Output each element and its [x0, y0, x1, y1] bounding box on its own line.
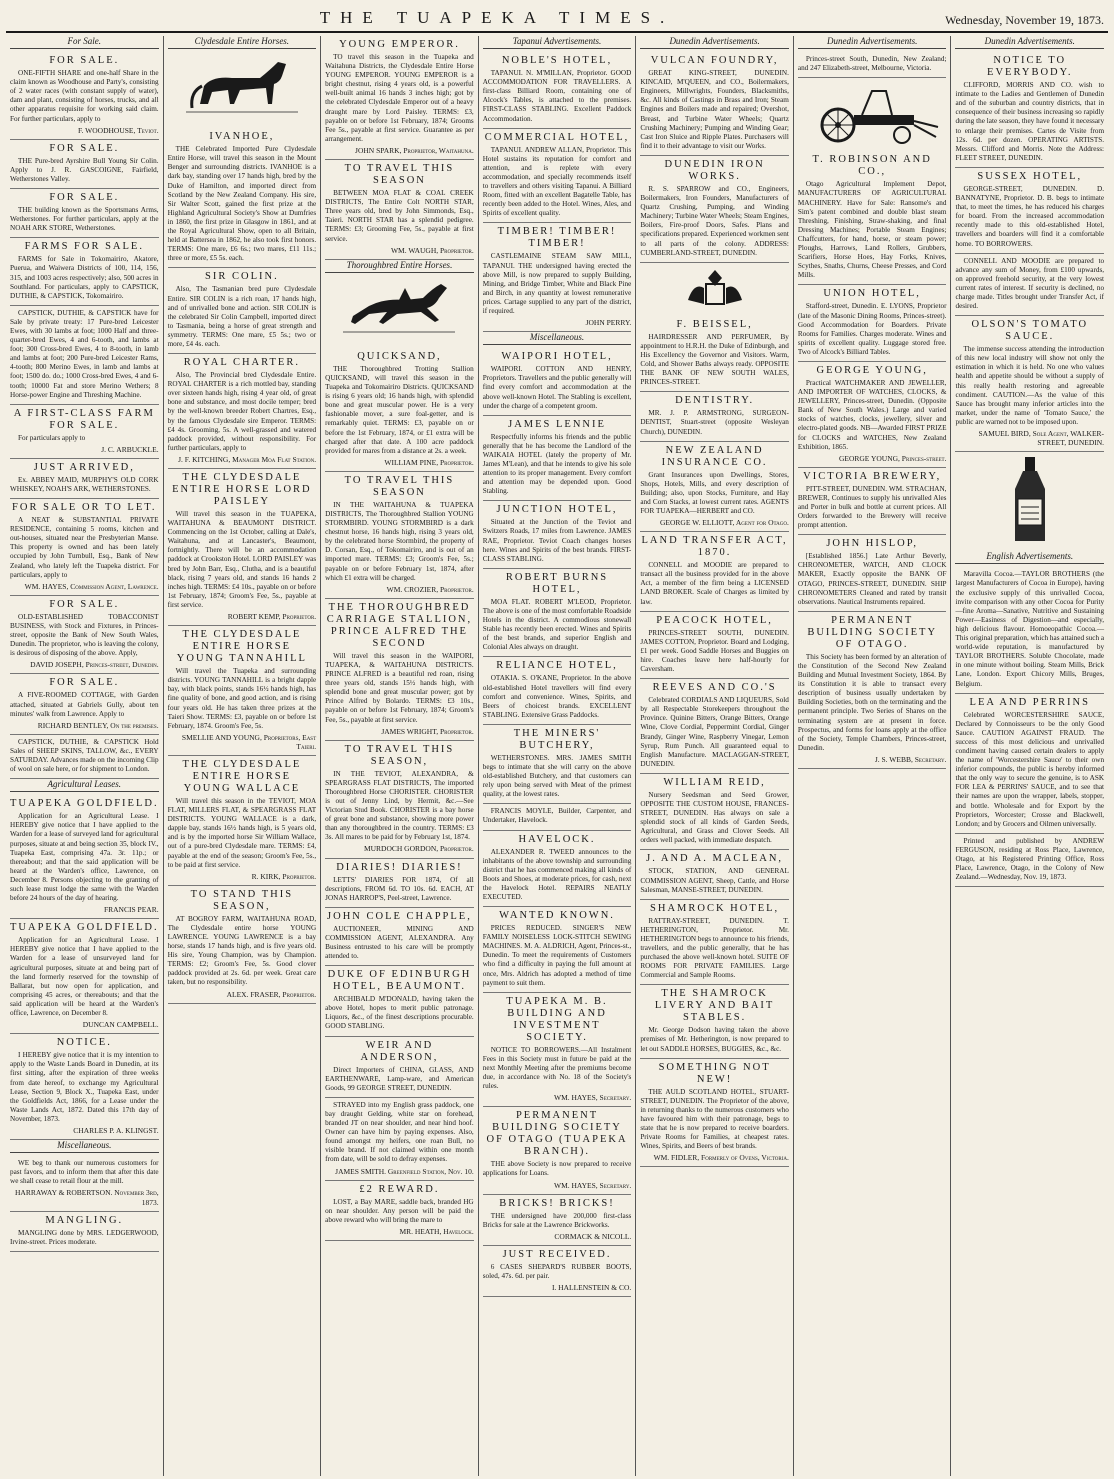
section-heading: English Advertisements.: [955, 551, 1104, 564]
ad-title: WANTED KNOWN.: [499, 910, 615, 922]
ad-body: OLD-ESTABLISHED TOBACCONIST BUSINESS, with Stock and Fixtures, in Princes-street, opposite the Bank of New South Wales, Dunedin. The proprietor, who is leaving the colony, is desirous of disposing of the above. Apply,: [10, 612, 159, 658]
ad-body: IN THE TEVIOT, ALEXANDRA, & SPEARGRASS FLAT DISTRICTS, The imported Thoroughbred Horse CHORISTER. CHORISTER is out of Jenny Lind, by Hermit, &c.—See Victorian Stud Book. CHORISTER is a bay horse of great bone and substance, showing more power than any thoroughbred in the country. TERMS: £3 3s. All mares to be paid for by February 1st, 1874.: [325, 769, 474, 842]
ad-title: LEA AND PERRINS: [969, 696, 1090, 708]
issue-date: Wednesday, November 19, 1873.: [945, 13, 1104, 27]
ad-title: UNION HOTEL,: [823, 288, 921, 300]
advertisement-tuapeka-goldfield: [10, 795, 159, 919]
advertisement-the-clydesdale-entire-horse-lord-paisley: [168, 469, 317, 626]
ad-body: CAPSTICK, DUTHIE, & CAPSTICK have for Sale by private treaty: 17 Pure-bred Leicester Ewes, with 30 lambs at foot; 1000 Half and three-quarter-bred Ewes, 4 and 6-tooth, and lambs at foot; 300 Cross-bred Ewes, 4 to 8-tooth, in lamb and lambs at foot; 200 Pure-bred Leicester Rams, 4-tooth; 800 Merino Ewes, in lamb and lambs at foot; 1500 do. do.; 1000 Cross-bred Ewes, 4 and 6-tooth; 10000 Fat and store Merino Wethers; 8 Horse-power Engine and Threshing Machine.: [10, 308, 159, 399]
advertisement-victoria-brewery: [798, 468, 947, 535]
ad-body: Respectfully informs his friends and the public generally that he has become the Landlord of the WAIKAIA HOTEL (lately the property of Mr. James M'Lean), and that he intends to give his sole attention to its proper management. Every comfort and attention may be depended upon. Good Stabling.: [482, 432, 632, 496]
ad-body: MANGLING done by MRS. LEDGERWOOD, Irvine-street. Prices moderate.: [10, 1228, 159, 1246]
advertisement-land-transfer-act-1870: [640, 532, 789, 611]
horse-engraving: [168, 52, 317, 125]
advertisement-mangling: [10, 1212, 159, 1252]
ad-body: THE above Society is now prepared to receive applications for Loans.: [482, 1160, 632, 1178]
ad-title: SHAMROCK HOTEL,: [650, 902, 780, 914]
ad-body: Will travel this season in the TEVIOT, MOA FLAT, MILLERS FLAT, & SPEARGRASS FLAT DISTRICTS. YOUNG WALLACE is a dark, dapple bay, stands 16½ hands high, is 5 years old, and is by the imported horse Sir William Wallace, out of a pure-bred Clydesdale mare. TERMS: £4, payable at the end of the season; Groom's Fee, 5s., to be paid at first service.: [167, 796, 317, 869]
ad-signature: MURDOCH GORDON, Proprietor.: [363, 844, 474, 854]
ad-body: Direct Importers of CHINA, GLASS, AND EARTHENWARE, Lamp-ware, and American Goods, 99 GEORGE STREET, DUNEDIN.: [325, 1065, 474, 1092]
ad-signature: I. HALLENSTEIN & CO.: [551, 1283, 632, 1293]
advertisement-reeves-and-co-s: [640, 679, 789, 774]
ad-title: QUICKSAND,: [357, 350, 442, 362]
advertisement-havelock: [483, 831, 632, 908]
ad-signature: F. WOODHOUSE, Teviot.: [77, 125, 159, 135]
newspaper-title: THE TUAPEKA TIMES.: [319, 8, 675, 27]
ad-title: THE SHAMROCK LIVERY AND BAIT STABLES.: [654, 988, 775, 1024]
advertisement-timber-timber-timber: [483, 223, 632, 332]
ad-title: PERMANENT BUILDING SOCIETY OF OTAGO.: [807, 614, 938, 650]
ad-title: ROBERT BURNS HOTEL,: [505, 571, 609, 595]
ad-title: PEACOCK HOTEL,: [656, 614, 773, 626]
ad-title: T. ROBINSON AND CO.,: [812, 154, 932, 178]
section-heading: Agricultural Leases.: [10, 779, 159, 792]
ad-body: THE Celebrated Imported Pure Clydesdale Entire Horse, will travel this season in the Mount Benger and surrounding districts. IVANHOE is a dark bay, standing over 17 hands high, bred by the Duke of Hamilton, and imported direct from Scotland by the New Zealand Company. His sire, Sir Walter Scott, gained the first prize at the Highland Agricultural Society's Show at Dumfries in 1860, the first prize in Glasgow in 1861, and at the Royal Agricultural Show, open to all Britain, held at Battersea in 1862, he also took first honors. TERMS: One mare, £6 6s.; two mares, £11 11s.; three or more, £5 5s. each.: [167, 145, 317, 263]
advertisement-shamrock-hotel: [640, 900, 789, 986]
ad-title: FOR SALE.: [49, 677, 120, 689]
section-heading: Clydesdale Entire Horses.: [168, 36, 317, 49]
section-heading: Dunedin Advertisements.: [955, 36, 1104, 49]
ad-body: For particulars apply to: [18, 433, 86, 442]
ad-body: FARMS for Sale in Tokomairiro, Akatore, Puerua, and Waiwera Districts of 100, 114, 156, 315, and 1003 acres respectively; also, 500 acres in Southland. For particulars, apply to CAPSTICK, DUTHIE, & CAPSTICK, Tokomairiro.: [10, 255, 159, 300]
ad-signature: SMELLIE AND YOUNG, Proprietors, East Taieri.: [181, 732, 317, 751]
ad-signature: JAMES WRIGHT, Proprietor.: [381, 726, 474, 736]
ad-body: Princes-street South, Dunedin, New Zealand; and 247 Elizabeth-street, Melbourne, Victoria.: [797, 55, 947, 73]
reaper-engraving: [798, 81, 947, 148]
ad-body: BETWEEN MOA FLAT & COAL CREEK DISTRICTS, The Entire Colt NORTH STAR, Three years old, bred by John Simmonds, Esq., Taieri. NORTH STAR has a splendid pedigree. TERMS: £3; Grooming Fee, 5s., payable at first service.: [325, 189, 474, 243]
ad-signature: WM. WAUGH, Proprietor.: [390, 245, 474, 255]
advertisement-bricks-bricks: [483, 1195, 632, 1246]
ad-body: I HEREBY give notice that it is my intention to apply to the Waste Lands Board in Dunedin, at its first sitting, after the expiration of three weeks from date hereof, to exchange my Agricultural Lease, Section 9, Block X., Tuapeka East, under the Goldfields Act, 1866, for a Lease under the Waste Lands Act, 1872. Dated this 17th day of November, 1873.: [10, 1051, 159, 1123]
ad-signature: WM. CROZIER, Proprietor.: [386, 584, 474, 594]
ad-signature: J. C. ARBUCKLE.: [101, 444, 159, 454]
ad-body: NOTICE TO BORROWERS.—All Instalment Fees in this Society must in future be paid at the next Monthly Meeting after the premiums become due, in accordance with No. 18 of the Society's rules.: [482, 1045, 632, 1091]
ad-body: AT BOGROY FARM, WAITAHUNA ROAD, The Clydesdale entire horse YOUNG LAWRENCE. YOUNG LAWRENCE is a bay horse, stands 17 hands high, and is five years old. His sire, Young Champion, was by Champion. TERMS: £2; Groom's Fee, 5s. Good clover paddock provided at 2s. 6d. per week. Great care taken, but no responsibility.: [167, 914, 317, 987]
ad-body: Stafford-street, Dunedin. E. LYONS, Proprietor (late of the Masonic Dining Rooms, Princes-street). Good Accommodation for Boarders. Private Rooms for Families. Charges moderate. Wines and spirits of excellent quality. Luggage stored free. Two of Alcock's Billiard Tables.: [797, 302, 947, 356]
ad-title: HAVELOCK.: [518, 833, 596, 845]
advertisement-to-travel-this-season: [325, 472, 474, 599]
ad-title: A FIRST-CLASS FARM FOR SALE.: [13, 407, 155, 431]
advertisement-waipori-hotel: [483, 348, 632, 415]
ad-body: THE Thoroughbred Trotting Stallion QUICKSAND, will travel this season in the Tuapeka and Tokomairiro Districts. QUICKSAND is rising 6 years old; 16 hands high, with splendid bone and great muscular power. He is a very fashionable mover, a sure foal-getter, and is remarkably quiet. TERMS: £3, payable on or before the 1st February, 1874, or £1 extra will be charged after that date. A 100 acre paddock provided for mares from a distance at 2s. a week.: [325, 364, 474, 455]
ad-title: JAMES LENNIE: [508, 418, 606, 430]
advertisement-capstick-duthie-capstick-hold-sales-of-s: [10, 735, 159, 779]
ad-title: TO TRAVEL THIS SEASON: [344, 474, 455, 498]
advertisement-a-first-class-farm-for-sale: [10, 405, 159, 459]
ad-title: BRICKS! BRICKS!: [499, 1197, 615, 1209]
ad-body: Nursery Seedsman and Seed Grower, OPPOSITE THE CUSTOM HOUSE, FRANCES-STREET, DUNEDIN. Has always on sale a splendid stock of all kinds of Garden Seeds, Agricultural, and Grass and Clover Seeds. All orders well packed, with immediate despatch.: [640, 790, 789, 845]
advertisement-notice-to-everybody: [955, 52, 1104, 168]
ad-signature: ROBERT KEMP, Proprietor.: [227, 612, 317, 622]
ad-title: ROYAL CHARTER.: [183, 357, 300, 369]
ad-body: CASTLEMAINE STEAM SAW MILL, TAPANUI. THE undersigned having erected the above Mill, is now prepared to supply Building, Mining, and Bridge Timber, White and Black Pine and Birch, in any quantity at lowest remunerative prices. Cartage supplied to any part of the district, if required.: [482, 252, 632, 315]
ad-body: Also, The Tasmanian bred pure Clydesdale Entire. SIR COLIN is a rich roan, 17 hands high, and of unrivalled bone and action. SIR COLIN is the celebrated Sir Colin Campbell, imported direct to Tasmania, being a horse of great strength and symmetry. TERMS: One mare, £5 5s.; two or more, £4 4s. each.: [167, 285, 317, 348]
advertisement-quicksand: [325, 348, 474, 472]
ad-title: THE CLYDESDALE ENTIRE HORSE LORD PAISLEY: [172, 472, 312, 507]
ad-title: WEIR AND ANDERSON,: [360, 1039, 439, 1063]
ad-signature: ALEX. FRASER, Proprietor.: [226, 989, 317, 999]
ad-body: RATTRAY-STREET, DUNEDIN. T. HETHERINGTON, Proprietor. Mr. HETHERINGTON begs to announce to his friends, travellers, and the public generally, that he has purchased the above well-known hotel. SUITE OF ROOMS FOR PRIVATE FAMILIES. Large Commercial and Sample Rooms.: [640, 916, 789, 980]
ad-title: JUST ARRIVED,: [33, 461, 135, 473]
ad-body: Will travel this season in the TUAPEKA, WAITAHUNA & BEAUMONT DISTRICT. Commencing on the 1st October, calling at Dale's, Waitahuna, and at Lancaster's, Beaumont, fortnightly. There will be an accommodation paddock at Crookston Hotel. LORD PAISLEY was bred by John Barr, Esq., Clutha, and is a beautiful black, rising 7 years old, and stands 16 hands 2 inches high. TERMS: £4 10s., payable on or before 1st February, 1874; Groom's Fee, 5s., payable at first service.: [167, 510, 317, 609]
ad-signature: J. S. WEBB, Secretary.: [874, 754, 947, 764]
ad-title: OLSON'S TOMATO SAUCE.: [971, 319, 1089, 343]
ad-body: STOCK, STATION, AND GENERAL COMMISSION AGENT, Sheep, Cattle, and Horse Salesman, MANSE-STREET, DUNEDIN.: [640, 867, 789, 894]
ad-title: MANGLING.: [45, 1214, 124, 1226]
advertisement-permanent-building-society-of-otago-tuap: [483, 1107, 632, 1194]
ad-title: JUNCTION HOTEL,: [496, 504, 618, 516]
advertisement-2-reward: [325, 1181, 474, 1241]
advertisement-royal-charter: [168, 354, 317, 469]
ad-body: Celebrated CORDIALS AND LIQUEURS, Sold by all Respectable Storekeepers throughout the Province. Quinine Bitters, Orange Bitters, Orange Wine, Clove Cordial, Peppermint Cordial, Ginger Brandy, Ginger Wine, Raspberry Vinegar, Lemon Syrup, Rum Punch. All guaranteed equal to English Manufacture. MACLAGGAN-STREET, DUNEDIN.: [640, 696, 789, 768]
ad-body: LOST, a Bay MARE, saddle back, branded HG on near shoulder. Any person will be paid the above reward who will bring the mare to: [325, 1197, 474, 1224]
ad-signature: DUNCAN CAMPBELL.: [82, 1020, 159, 1030]
column-6: [794, 36, 952, 1476]
ad-body: THE Pure-bred Ayrshire Bull Young Sir Colin. Apply to J. R. GASCOIGNE, Fairfield, Wetherstones Valley.: [10, 156, 159, 183]
ad-signature: SAMUEL BIRD, Sole Agent, WALKER-STREET, DUNEDIN.: [978, 429, 1105, 448]
ad-body: OTAKIA. S. O'KANE, Proprietor. In the above old-established Hotel travellers will find every comfort and convenience. Wines, Spirits, and Beers of choicest brands. EXCELLENT STABLING. Extensive Grass Paddocks.: [482, 674, 632, 719]
advertisement-the-miners-butchery: [483, 725, 632, 804]
advertisement-capstick-duthie-capstick-have-for-sale-b: [10, 306, 159, 405]
advertisement-william-reid: [640, 774, 789, 851]
section-heading: Miscellaneous.: [483, 332, 632, 345]
ad-title: DUNEDIN IRON WORKS.: [664, 158, 765, 182]
advertisement-for-sale: [10, 596, 159, 675]
advertisement-we-beg-to-thank-our-numerous-customers-f: [10, 1156, 159, 1211]
ad-body: GEORGE-STREET, DUNEDIN. D. BANNATYNE, Proprietor. D. B. begs to intimate that, to meet the times, he has reduced his charges for board. From the increased accommodation recently made to this old-established Hotel, travellers and boarders will find it a comfortable home. TO BORROWERS.: [955, 184, 1105, 248]
ad-title: FARMS FOR SALE.: [24, 241, 144, 253]
ad-title: SOMETHING NOT NEW!: [658, 1061, 771, 1085]
ad-body: Otago Agricultural Implement Depot, MANUFACTURERS OF AGRICULTURAL MACHINERY. Have for Sale: Ransome's and Sim's patent combined and double blast steam Threshing, Finishing, Straw-shaking, and final Dressing Machines; Portable Steam Engines; Chaffcutters, for hand, horse, or steam power; Ploughs, Harrows, Land Rollers, Grubbers, Scarifiers, Horse Hoes, Hay Forks, Knives, Scythes, Snaths, Churns, Cheese Presses, and Cord Mills.: [797, 180, 947, 280]
ad-title: JOHN COLE CHAPPLE,: [327, 910, 472, 922]
ad-body: CONNELL AND MOODIE are prepared to advance any sum of Money, from £100 upwards, on approved freehold security, at the very lowest current rates of interest. If security is declined, no charge made. Titles brought under Transfer Act, if desired.: [955, 256, 1105, 311]
advertisement-the-clydesdale-entire-horse-young-wallac: [168, 756, 317, 886]
column-2: [164, 36, 322, 1476]
ad-signature: WM. FIDLER, Formerly of Ovens, Victoria.: [653, 1153, 789, 1163]
advertisement-tuapeka-m-b-building-and-investment-soci: [483, 993, 632, 1108]
section-heading: Thoroughbred Entire Horses.: [325, 260, 474, 273]
advertisement-j-and-a-maclean: [640, 850, 789, 899]
ad-signature: HARRAWAY & ROBERTSON. November 3rd, 1873.: [15, 1188, 159, 1207]
ad-title: THE THOROUGHBRED CARRIAGE STALLION, PRINCE ALFRED THE SECOND: [326, 601, 473, 649]
advertisement-dentistry: [640, 392, 789, 441]
ad-title: DIARIES! DIARIES!: [336, 861, 463, 873]
ad-title: JUST RECEIVED.: [502, 1248, 612, 1260]
ad-signature: GEORGE YOUNG, Princes-street.: [838, 453, 947, 463]
ad-signature: WM. HAYES, Secretary.: [553, 1180, 632, 1190]
advertisement-for-sale-or-to-let: [10, 499, 159, 596]
advertisement-junction-hotel: [483, 501, 632, 568]
advertisement-to-stand-this-season: [168, 886, 317, 1004]
advertisement-union-hotel: [798, 285, 947, 362]
advertisement-just-arrived: [10, 459, 159, 499]
ad-signature: CHARLES P. A. KLINGST.: [73, 1125, 159, 1135]
advertisement-lea-and-perrins: [955, 694, 1104, 834]
ad-title: THE CLYDESDALE ENTIRE HORSE YOUNG WALLACE: [182, 758, 302, 794]
section-heading: Tapanui Advertisements.: [483, 36, 632, 49]
ad-signature: DAVID JOSEPH, Princes-street, Dunedin.: [30, 660, 159, 670]
ad-body: CONNELL and MOODIE are prepared to transact all the business provided for in the above Act, a member of the firm being a LICENSED LAND BROKER. Scale of Charges as limited by law.: [640, 561, 789, 606]
ad-signature: JAMES SMITH. Greenfield Station, Nov. 10.: [335, 1166, 474, 1176]
advertisement-permanent-building-society-of-otago: [798, 612, 947, 769]
advertisement-something-not-new: [640, 1059, 789, 1168]
section-heading: Dunedin Advertisements.: [640, 36, 789, 49]
ad-title: THE MINERS' BUTCHERY,: [513, 727, 601, 751]
ad-body: The immense success attending the introduction of this new local industry will show not only the estimation in which it is held. No one who values health and appetite should be without a supply of this really health restoring and agreeable condiment. CAUTION.—As the value of this Sauce has brought many inferior articles into the market, under the name of 'Tomato Sauce,' the public are warned not to be imposed upon.: [955, 345, 1105, 426]
ad-body: FRANCIS MOYLE, Builder, Carpenter, and Undertaker, Havelock.: [482, 807, 632, 825]
section-heading: For Sale.: [10, 36, 159, 49]
advertisement-just-received: [483, 1246, 632, 1297]
ad-signature: J. F. KITCHING, Manager Moa Flat Station.: [178, 454, 317, 464]
ad-signature: WM. HAYES, Commission Agent, Lawrence.: [24, 581, 159, 591]
ad-body: AUCTIONEER, MINING AND COMMISSION AGENT, ALEXANDRA. Any Business entrusted to his care will be promptly attended to.: [325, 924, 474, 961]
advertisement-printed-and-published-by-andrew-ferguson: [955, 834, 1104, 887]
ad-body: HAIRDRESSER AND PERFUMER, By appointment to H.R.H. the Duke of Edinburgh, and His Excellency the Governor and Visitors. Warm, Cold, and Shower Baths always ready. OPPOSITE THE BANK OF NEW SOUTH WALES, PRINCES-STREET.: [640, 332, 789, 387]
ad-body: Celebrated WORCESTERSHIRE SAUCE, Declared by Connoisseurs to be the only Good Sauce. CAUTION AGAINST FRAUD. The success of this most delicious and unrivalled condiment having caused certain dealers to apply the name of 'Worcestershire Sauce' to their own inferior compounds, the public is hereby informed that the only way to secure the genuine, is to ASK FOR LEA & PERRINS' SAUCE, and to see that their names are upon the wrapper, labels, stopper, and bottle. Wholesale and for Export by the Proprietors, Worcester; Crosse and Blackwell, London; and by Grocers and Oilmen universally.: [955, 710, 1105, 828]
ad-signature: RICHARD BENTLEY, On the premises.: [37, 720, 159, 730]
advertisement-francis-moyle-builder-carpenter-and-unde: [483, 804, 632, 830]
section-heading: Miscellaneous.: [10, 1140, 159, 1153]
column-3: [321, 36, 479, 1476]
ad-title: SUSSEX HOTEL,: [977, 170, 1083, 182]
advertisement-james-lennie: [483, 416, 632, 502]
advertisement-notice: [10, 1034, 159, 1140]
sauce-bottle-engraving: [955, 455, 1104, 548]
advertisement-to-travel-this-season: [325, 741, 474, 859]
ad-title: PERMANENT BUILDING SOCIETY OF OTAGO (TUAPEKA BRANCH).: [486, 1110, 628, 1158]
advertisement-tuapeka-goldfield: [10, 919, 159, 1034]
ad-title: FOR SALE.: [49, 192, 120, 204]
racehorse-engraving: [325, 276, 474, 345]
advertisement-duke-of-edinburgh-hotel-beaumont: [325, 966, 474, 1036]
ad-title: VULCAN FOUNDRY,: [650, 55, 779, 67]
ad-title: DENTISTRY.: [675, 395, 755, 407]
ad-body: Will travel the Tuapeka and surrounding districts. YOUNG TANNAHILL is a bright dapple bay, with black points, stands 16½ hands high, has fine quality of bone, and good action, and is rising four years old. He has taken three prizes at the Taieri Show. TERMS: £3, payable on or before 1st February, 1874. Groom's Fee, 5s.: [167, 667, 317, 730]
ad-title: £2 REWARD.: [359, 1183, 440, 1195]
ad-body: CAPSTICK, DUTHIE, & CAPSTICK Hold Sales of SHEEP SKINS, TALLOW, &c., EVERY SATURDAY. Advances made on the incoming Clip of wool on sale here, or for shipment to London.: [10, 737, 159, 774]
ad-body: Application for an Agricultural Lease. I HEREBY give notice that I have applied to the Warden for a lease of surveyed land for agricultural purposes, situate at and being section 35, block IV., Tuapeka East, comprising 47a. 3r. 11p.; or thereabout; and that the said application will be heard at the Warden's office, Lawrence, on December 8. Persons objecting to the granting of such lease must lodge the same with the Warden before 24 hours of the day of hearing.: [10, 812, 159, 903]
advertisement-the-shamrock-livery-and-bait-stables: [640, 985, 789, 1058]
advertisement-f-beissel: [640, 316, 789, 393]
advertisement-dunedin-iron-works: [640, 156, 789, 263]
ad-body: Practical WATCHMAKER AND JEWELLER, AND IMPORTER OF WATCHES, CLOCKS, & JEWELLERY, Princes-street, Dunedin. (Opposite Bank of New South Wales.) Large and varied stocks of watches, clocks, jewellery, silver and electro-plated goods. NB—Awarded FIRST PRIZE for CLOCKS and WATCHES, New Zealand Exhibition, 1865.: [797, 378, 947, 451]
ad-body: THE AULD SCOTLAND HOTEL, STUART-STREET, DUNEDIN. The Proprietor of the above, in returning thanks to the numerous customers who have favoured him with their patronage, begs to state that he is now prepared to receive boarders. Private Rooms for Families, at cheapest rates. Wines, Spirits, and Beers of best brands.: [640, 1087, 789, 1151]
ad-signature: WILLIAM PINE, Proprietor.: [384, 457, 474, 467]
columns: [6, 36, 1108, 1476]
ad-title: TO STAND THIS SEASON,: [190, 888, 294, 912]
advertisement-peacock-hotel: [640, 612, 789, 679]
ad-title: NOTICE TO EVERYBODY.: [987, 55, 1073, 79]
advertisement-for-sale: [10, 674, 159, 734]
ad-title: FOR SALE.: [49, 598, 120, 610]
ad-body: CLIFFORD, MORRIS AND CO. wish to intimate to the Ladies and Gentlemen of Dunedin and of the suburban and country districts, that in consequence of their business increasing so rapidly during the late season, they have found it necessary to enlarge their premises. Cartes de Visite from 12s. 6d. per dozen. OPERATING ARTISTS. Messrs. Clifford and Morris. Note the Address: FLEET STREET, DUNEDIN.: [955, 81, 1105, 162]
ad-body: Ex. ABBEY MAID, MURPHY'S OLD CORK WHISKEY, NOAH'S ARK, WETHERSTONES.: [10, 475, 159, 493]
ad-body: STRAYED into my English grass paddock, one bay draught Gelding, white star on forehead, branded JT on near shoulder, and near hind hoof. Owner can have him by paying expenses. Also, found amongst my heifers, one roan Bull, no visible brand. If not claimed within one month from date, will be sold to defray expenses.: [325, 1100, 474, 1164]
advertisement-robert-burns-hotel: [483, 569, 632, 658]
ad-body: Maravilla Cocoa.—TAYLOR BROTHERS (the largest Manufacturers of Cocoa in Europe), having the exclusive supply of this unrivalled Cocoa, invite comparison with any other Cocoa for Purity—fine Aroma—Sanative, Nutritive and Sustaining Power—Easiness of Digestion—and especially, high delicious flavour. Homoeopathic Cocoa.—This original preparation, which has attained such a world-wide reputation, is manufactured by TAYLOR BROTHERS. Soluble Chocolate, made in one minute without boiling. Steam Mills, Brick Lane, London. Export Chicory Mills, Bruges, Belgium.: [955, 570, 1105, 688]
ad-signature: GEORGE W. ELLIOTT, Agent for Otago.: [659, 518, 789, 528]
ad-body: This Society has been formed by an alteration of the Constitution of the Second New Zealand Building and Mutual Investment Society, 1864. By its Constitution it is able to transact every description of business usually undertaken by Building Societies, both on the terminating and the permanent principle. Two Series of Shares on the terminating system are at present in force. Prospectus, and forms for loans apply at the office of the Society, Temple Chambers, Princes-street, Dunedin.: [797, 652, 947, 752]
ad-body: A NEAT & SUBSTANTIAL PRIVATE RESIDENCE, containing 5 rooms, kitchen and out-houses, situated near the Presbyterian Manse. This property is owned and has been lately occupied by John Turnbull, Esq., Bank of New Zealand, who lately left the Tuapeka district. For particulars, apply to: [10, 516, 159, 579]
ad-title: IVANHOE,: [209, 131, 275, 143]
advertisement-weir-and-anderson: [325, 1037, 474, 1098]
ad-signature: R. KIRK, Proprietor.: [251, 871, 317, 881]
advertisement-farms-for-sale: [10, 238, 159, 305]
ad-body: TO travel this season in the Tuapeka and Waitahuna Districts, the Clydesdale Entire Horse YOUNG EMPEROR. YOUNG EMPEROR is a bright chestnut, rising 4 years old, is a powerful well-built animal 16 hands 3 inches high; got by the celebrated Clydesdale Emperor out of a heavy draught mare by Lord Paisley. TERMS: £3, payable on or before 1st February, 1874; Grooms Fee 5s., payable at first service. Guarantee as per arrangement.: [325, 53, 474, 143]
advertisement-commercial-hotel: [483, 129, 632, 224]
ad-body: WAIPORI. COTTON AND HENRY, Proprietors. Travellers and the public generally will find every comfort and accommodation at the above well-known Hotel. The Stabling is excellent, under the charge of a competent groom.: [482, 365, 632, 410]
ad-body: PITT-STREET, DUNEDIN. WM. STRACHAN, BREWER, Continues to supply his unrivalled Ales and Porter in bulk and bottle at current prices. All Orders forwarded to the Brewery will receive prompt attention.: [797, 484, 947, 530]
advertisement-sir-colin: [168, 268, 317, 354]
ad-title: VICTORIA BREWERY,: [803, 470, 942, 482]
advertisement-diaries-diaries: [325, 859, 474, 908]
ad-title: REEVES AND CO.'S: [652, 682, 777, 694]
advertisement-sussex-hotel: [955, 168, 1104, 254]
ad-body: Application for an Agricultural Lease. I HEREBY give notice that I have applied to the Warden for a lease of unsurveyed land for agricultural purposes, situate at and being part of the land formerly reserved for the township of Ballarat, but now open for application, and comprising 45 acres, or thereabouts; and that the said application will be heard at the Warden's office, Lawrence, on December 8.: [10, 936, 159, 1018]
ad-title: YOUNG EMPEROR.: [339, 39, 460, 50]
ad-body: Situated at the Junction of the Teviot and Switzers Roads, 17 miles from Lawrence. JAMES RAE, Proprietor. Teviot Coach changes horses here. Wines and Spirits of the best brands. FIRST-CLASS STABLING.: [482, 518, 632, 563]
ad-body: [Established 1856.] Late Arthur Beverly, CHRONOMETER, WATCH, AND CLOCK MAKER, Exactly opposite the BANK OF OTAGO, PRINCES-STREET, DUNEDIN. SHIP CHRONOMETERS Cleaned and rated by transit observations. Nautical Instruments repaired.: [797, 552, 947, 606]
ad-body: R. S. SPARROW and CO., Engineers, Boilermakers, Iron Founders, Manufacturers of Quartz Crushing, Pumping, and Winding Machinery; Turbine Water Wheels; Steam Engines, Boilers, Fire-proof Doors, Safes. Plans and specifications prepared. Experienced workmen sent to all parts of the colony. ADDRESS: CUMBERLAND-STREET, DUNEDIN.: [640, 184, 789, 257]
ad-body: ONE-FIFTH SHARE and one-half Share in the claim known as Woodhouse and Party's, consisting of 2 water races (with constant supply of water), dam and plant, consisting of horses, trucks, and all other apparatus requisite for working said claim. For further particulars, apply to: [10, 69, 159, 123]
ad-title: NEW ZEALAND INSURANCE CO.: [661, 444, 768, 468]
ad-title: TIMBER! TIMBER! TIMBER!: [497, 226, 617, 250]
advertisement-t-robinson-and-co: [798, 151, 947, 285]
ad-body: Printed and published by ANDREW FERGUSON, residing at Ross Place, Lawrence, Otago, at his Registered Printing Office, Ross Place, Lawrence, Otago, in the Colony of New Zealand.—Wednesday, Nov. 19, 1873.: [955, 836, 1105, 882]
advertisement-for-sale: [10, 52, 159, 140]
ad-title: NOTICE.: [56, 1037, 112, 1049]
ad-title: COMMERCIAL HOTEL,: [484, 131, 630, 143]
advertisement-wanted-known: [483, 907, 632, 993]
ad-body: WETHERSTONES. MRS. JAMES SMITH begs to intimate that she will carry on the above old-established Butchery, and that customers can rely upon being served with Meat of the primest quality, at the lowest rates.: [482, 753, 632, 799]
section-heading: Dunedin Advertisements.: [798, 36, 947, 49]
column-7: [951, 36, 1108, 1476]
ad-title: TUAPEKA GOLDFIELD.: [10, 922, 159, 934]
advertisement-connell-and-moodie-are-prepared-to-advan: [955, 254, 1104, 317]
advertisement-ivanhoe: [168, 128, 317, 268]
advertisement-noble-s-hotel: [483, 52, 632, 129]
ad-body: Also, The Provincial bred Clydesdale Entire. ROYAL CHARTER is a rich mottled bay, standing over sixteen hands high, rising 4 year old, of great bone and substance, and most docile temper; bred by the well-known breeder Robert Chartres, Esq., by the famous Clydesdale sire Emperor. TERMS: £4 4s. Grooming, 5s. A well-grassed and watered paddock provided, without responsibility. For further particulars, apply to: [167, 371, 317, 452]
advertisement-new-zealand-insurance-co: [640, 442, 789, 533]
ad-body: Grant Insurances upon Dwellings, Stores, Shops, Hotels, Mills, and every description of Building; also, upon Stocks, Furniture, and Hay and Corn Stacks, at lowest current rates. AGENTS FOR TUAPEKA—HERBERT and CO.: [640, 470, 789, 515]
column-4: [479, 36, 637, 1476]
ad-body: IN THE WAITAHUNA & TUAPEKA DISTRICTS, The Thoroughbred Stallion YOUNG STORMBIRD. YOUNG STORMBIRD is a dark chestnut horse, 16 hands high, rising 3 years old, by the celebrated horse Stormbird, the property of D. Corsan, Esq., of Tokomairiro, and is out of an imported mare. TERMS: £3; Groom's Fee, 5s.; payable on or before February 1st, 1874, after which £1 extra will be charged.: [325, 500, 474, 582]
ad-body: TAPANUI. ANDREW ALLAN, Proprietor. This Hotel sustains its reputation for comfort and attention, and is replete with every accommodation, and specially recommends itself to travellers and others visiting Tapanui. A Billiard Room, fitted with an excellent Bagatelle Table, has recently been added to the Hotel. Wines, Ales, and Spirits of excellent quality.: [482, 145, 632, 218]
advertisement-maravilla-cocoa-taylor-brothers-the-larg: [955, 567, 1104, 693]
ad-signature: JOHN PERRY.: [585, 318, 632, 328]
ad-title: FOR SALE.: [49, 142, 120, 154]
ad-title: TO TRAVEL THIS SEASON: [344, 163, 455, 187]
advertisement-the-thoroughbred-carriage-stallion-princ: [325, 599, 474, 741]
ad-title: TUAPEKA GOLDFIELD.: [10, 798, 159, 810]
ad-title: TO TRAVEL THIS SEASON,: [344, 743, 455, 767]
ad-body: A FIVE-ROOMED COTTAGE, with Garden attached, situated at Gabriels Gully, about ten minutes' walk from Lawrence. Apply to: [10, 691, 159, 718]
ad-body: TAPANUI. N. M'MILLAN, Proprietor. GOOD ACCOMMODATION FOR TRAVELLERS. A first-class Billiard Room, containing one of Alcock's Tables, is attached to the premises. FIRST-CLASS STABLING. Excellent Paddock Accommodation.: [482, 69, 632, 123]
masthead: [6, 6, 1108, 33]
ad-title: DUKE OF EDINBURGH HOTEL, BEAUMONT.: [327, 969, 472, 993]
ad-signature: MR. HEATH, Havelock.: [399, 1226, 474, 1236]
ad-title: F. BEISSEL,: [676, 318, 753, 330]
advertisement-olson-s-tomato-sauce: [955, 316, 1104, 452]
ad-title: SIR COLIN.: [205, 271, 279, 283]
royal-crest-engraving: [640, 266, 789, 313]
ad-title: LAND TRANSFER ACT, 1870.: [641, 535, 788, 559]
ad-title: J. AND A. MACLEAN,: [646, 853, 784, 865]
ad-title: JOHN HISLOP,: [826, 538, 919, 550]
advertisement-for-sale: [10, 140, 159, 189]
ad-signature: WM. HAYES, Secretary.: [553, 1093, 632, 1103]
ad-body: ALEXANDER R. TWEED announces to the inhabitants of the above township and surrounding district that he has commenced making all kinds of Boots and Shoes, at moderate prices, for cash, next the Havelock Hotel. REPAIRS NEATLY EXECUTED.: [482, 847, 632, 901]
advertisement-vulcan-foundry: [640, 52, 789, 156]
advertisement-reliance-hotel: [483, 657, 632, 724]
ad-signature: JOHN SPARK, Proprietor, Waitahuna.: [355, 145, 474, 155]
ad-title: FOR SALE OR TO LET.: [12, 502, 157, 514]
ad-body: THE building known as the Sportsmans Arms, Wetherstones. For further particulars, apply at the NOAH ARK STORE, Wetherstones.: [10, 206, 159, 233]
advertisement-young-emperor: [325, 36, 474, 160]
column-1: [6, 36, 164, 1476]
ad-body: PRINCES-STREET SOUTH, DUNEDIN. JAMES COTTON, Proprietor. Board and Lodging, £1 per week. Good Saddle Horses and Buggies on hire. Coaches leave here half-hourly for Caversham.: [640, 628, 789, 674]
ad-title: TUAPEKA M. B. BUILDING AND INVESTMENT SOCIETY.: [506, 995, 608, 1043]
ad-body: Will travel this season in the WAIPORI, TUAPEKA, & WAITAHUNA DISTRICTS. PRINCE ALFRED is a beautiful red roan, rising three years old, stands 15½ hands high, with splendid bone and great muscular power; got by Prince Alfred by Bolardo. TERMS: £3 10s., payable on or before 1st February, 1874; Groom's Fee, 5s., payable at first service.: [325, 651, 474, 724]
ad-body: LETTS' DIARIES FOR 1874, Of all descriptions, FROM 6d. TO 10s. 6d. EACH, AT JONAS HARROP'S, Peel-street, Lawrence.: [325, 875, 474, 902]
ad-title: THE CLYDESDALE ENTIRE HORSE YOUNG TANNAHILL: [176, 629, 307, 665]
ad-body: MOA FLAT. ROBERT M'LEOD, Proprietor. The above is one of the most comfortable Roadside Hotels in the district. A commodious stonewall Stable has recently been erected. Wines and Spirits of the best brands, and superior English and Colonial Ales always on draught.: [482, 597, 632, 652]
advertisement-the-clydesdale-entire-horse-young-tannah: [168, 626, 317, 756]
advertisement-strayed-into-my-english-grass-paddock-on: [325, 1098, 474, 1181]
ad-title: RELIANCE HOTEL,: [496, 660, 618, 672]
ad-body: PRICES REDUCED. SINGER'S NEW FAMILY NOISELESS LOCK-STITCH SEWING MACHINES. M. A. ALDRICH, Agent, Princes-st., Dunedin. To meet the requirements of Customers who find a difficulty in paying the full amount at once, Mrs. Aldrich has adopted a method of time payment to suit them.: [482, 924, 632, 987]
advertisement-to-travel-this-season: [325, 160, 474, 260]
advertisement-john-cole-chapple: [325, 908, 474, 966]
ad-body: Mr. George Dodson having taken the above premises of Mr. Hetherington, is now prepared to let out SADDLE HORSES, BUGGIES, &c., &c.: [640, 1026, 789, 1053]
ad-title: GEORGE YOUNG,: [816, 364, 928, 376]
ad-title: WAIPORI HOTEL,: [501, 351, 613, 363]
ad-signature: CORMACK & NICOLL.: [554, 1231, 632, 1241]
ad-title: NOBLE'S HOTEL,: [501, 55, 613, 67]
advertisement-princes-street-south-dunedin-new-zealand: [798, 52, 947, 78]
ad-title: WILLIAM REID,: [663, 776, 766, 788]
ad-body: ARCHIBALD M'DONALD, having taken the above Hotel, hopes to merit public patronage. Liquors, &c., of the finest descriptions procurable. GOOD STABLING.: [325, 995, 474, 1031]
advertisement-john-hislop: [798, 535, 947, 612]
ad-body: THE undersigned have 200,000 first-class Bricks for sale at the Lawrence Brickworks.: [482, 1211, 632, 1229]
advertisement-for-sale: [10, 189, 159, 238]
ad-title: FOR SALE.: [49, 55, 120, 67]
ad-signature: FRANCIS PEAR.: [103, 905, 159, 915]
column-5: [636, 36, 794, 1476]
ad-body: GREAT KING-STREET, DUNEDIN. KINCAID, M'QUEEN, and CO., Boilermakers, Engineers, Millwrights, Founders, Blacksmiths, &c. All kinds of Castings in Brass and Iron; Steam Engines and Boilers made and repaired; Overshot, Breast, and Turbine Water Wheels; Quartz Crushing Machinery; Pumping and Winding Gear; Cast Iron Sluice and Ripple Plates. Purchasers will find it to their advantage to visit our Works.: [640, 69, 789, 150]
advertisement-george-young: [798, 362, 947, 468]
ad-body: WE beg to thank our numerous customers for past favors, and to inform them that after this date we shall cease to retail flour at the mill.: [10, 1159, 159, 1186]
ad-body: MR. J. P. ARMSTRONG, SURGEON-DENTIST, Stuart-street (opposite Wesleyan Church), DUNEDIN.: [640, 409, 789, 436]
ad-body: 6 CASES SHEPARD'S RUBBER BOOTS, soled, 47s. 6d. per pair.: [482, 1262, 632, 1280]
